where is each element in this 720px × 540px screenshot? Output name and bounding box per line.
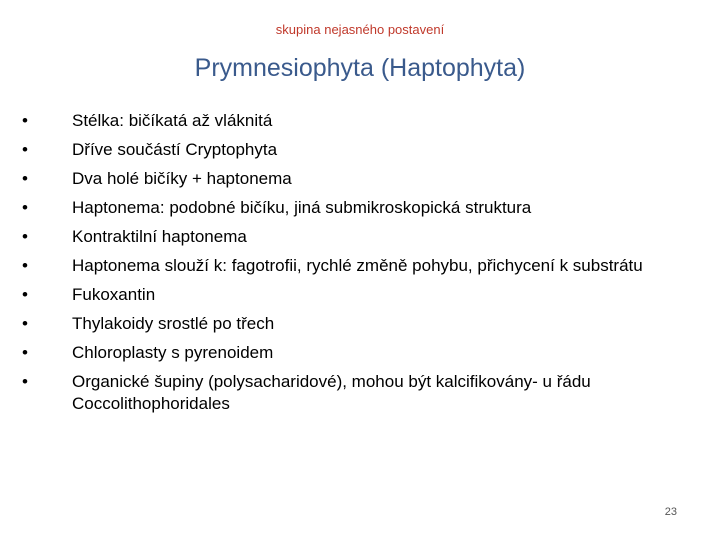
bullet-icon: • [22, 256, 28, 275]
list-item [0, 139, 660, 161]
list-item [0, 342, 660, 364]
list-item-text: Haptonema: podobné bičíku, jiná submikroskopická struktura [72, 198, 532, 217]
list-item-text: Stélka: bičíkatá až vláknitá [72, 111, 273, 130]
page-number: 23 [664, 506, 677, 518]
bullet-icon: • [22, 372, 28, 391]
list-item [0, 168, 660, 190]
list-item-text: Fukoxantin [72, 285, 156, 304]
list-item-text: Kontraktilní haptonema [72, 227, 247, 246]
slide-title: Prymnesiophyta (Haptophyta) [194, 54, 526, 82]
bullet-icon: • [22, 314, 28, 333]
bullet-icon: • [22, 140, 28, 159]
bullet-icon: • [22, 227, 28, 246]
list-item [0, 197, 660, 219]
list-item-text: Dříve součástí Cryptophyta [72, 140, 278, 159]
bullet-icon: • [22, 111, 28, 130]
bullet-icon: • [22, 169, 28, 188]
list-item [0, 226, 660, 248]
list-item-text: Organické šupiny (polysacharidové), mohou být kalcifikovány- u řádu Coccolithophoridales [72, 372, 591, 413]
list-item [0, 371, 660, 415]
list-item [0, 110, 660, 132]
list-item [0, 255, 660, 277]
bullet-list [0, 110, 660, 422]
list-item [0, 284, 660, 306]
list-item-text: Thylakoidy srostlé po třech [72, 314, 275, 333]
bullet-icon: • [22, 343, 28, 362]
list-item-text: Dva holé bičíky + haptonema [72, 169, 292, 188]
slide-subtitle: skupina nejasného postavení [275, 22, 445, 37]
bullet-icon: • [22, 198, 28, 217]
list-item [0, 313, 660, 335]
list-item-text: Haptonema slouží k: fagotrofii, rychlé změně pohybu, přichycení k substrátu [72, 256, 643, 275]
bullet-icon: • [22, 285, 28, 304]
list-item-text: Chloroplasty s pyrenoidem [72, 343, 274, 362]
